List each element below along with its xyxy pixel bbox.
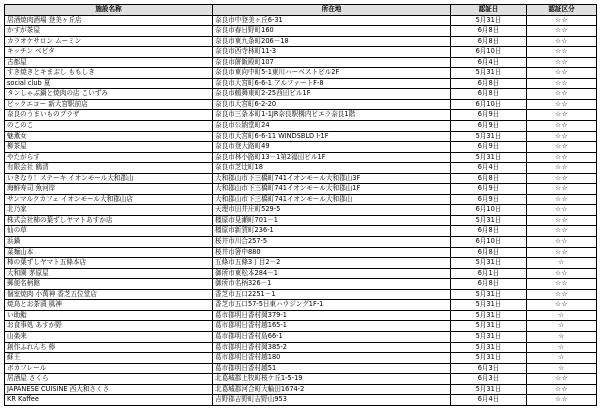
certification-date-cell: 5月31日 [451, 68, 527, 79]
certification-rank-cell: ☆☆ [527, 289, 597, 300]
certification-date-cell: 6月3日 [451, 374, 527, 385]
certification-date-cell: 5月31日 [451, 321, 527, 332]
facility-name-cell: 奈良のうまいものプラザ [5, 110, 213, 121]
certification-rank-cell: ☆☆ [527, 121, 597, 132]
address-cell: 葛市郡明日香村島66-1 [213, 331, 451, 342]
certification-rank-cell: ☆ [527, 331, 597, 342]
address-cell: 奈良市大宮町6-6-11 WINDSBLD Ⅰ-1F [213, 131, 451, 142]
facility-name-cell: 柿の葉ずしヤマト五條本店 [5, 258, 213, 269]
table-row [5, 194, 597, 205]
facility-name-cell: キッチン ベビタ [5, 47, 213, 58]
certification-rank-cell: ☆☆ [527, 279, 597, 290]
facility-name-cell: 創作ふれんち 檸 [5, 342, 213, 353]
certification-date-cell: 6月9日 [451, 184, 527, 195]
certification-date-cell: 5月31日 [451, 342, 527, 353]
certification-rank-cell: ☆☆ [527, 173, 597, 184]
certification-date-cell: 5月31日 [451, 289, 527, 300]
certification-date-cell: 5月31日 [451, 310, 527, 321]
certified-facilities-table [4, 4, 597, 406]
table-row [5, 78, 597, 89]
certification-rank-cell: ☆☆ [527, 99, 597, 110]
table-row [5, 99, 597, 110]
table-row [5, 215, 597, 226]
table-row [5, 310, 597, 321]
certification-date-cell: 6月10日 [451, 47, 527, 58]
certification-date-cell: 6月10日 [451, 205, 527, 216]
address-cell: 北葛城郡上牧町桜ケ丘1-5-19 [213, 374, 451, 385]
certification-date-cell: 6月10日 [451, 99, 527, 110]
address-cell: 奈良市登大路町49 [213, 142, 451, 153]
column-header-facility-name: 施設名称 [5, 5, 213, 16]
table-row [5, 110, 597, 121]
certification-rank-cell: ☆☆ [527, 194, 597, 205]
certification-rank-cell: ☆☆ [527, 68, 597, 79]
certification-rank-cell: ☆☆ [527, 89, 597, 100]
facility-name-cell: サンマルクカフェ イオンモール大和郡山店 [5, 194, 213, 205]
certification-date-cell: 6月8日 [451, 89, 527, 100]
address-cell: 御所市名柄326－1 [213, 279, 451, 290]
address-cell: 北葛城郡河合町大輪田1674-2 [213, 384, 451, 395]
certification-rank-cell: ☆☆ [527, 78, 597, 89]
certified-facilities-sheet [4, 4, 596, 406]
certification-date-cell: 6月4日 [451, 395, 527, 406]
address-cell: 奈良市春日野町160 [213, 26, 451, 37]
facility-name-cell: 北乃家 [5, 205, 213, 216]
table-row [5, 342, 597, 353]
address-cell: 奈良市東九条町206－18 [213, 36, 451, 47]
certification-date-cell: 6月9日 [451, 110, 527, 121]
table-row [5, 142, 597, 153]
certification-rank-cell: ☆☆ [527, 152, 597, 163]
address-cell: 奈良市餅飯殿町107 [213, 57, 451, 68]
address-cell: 葛市郡明日香村越51 [213, 363, 451, 374]
facility-name-cell: かすが茶屋 [5, 26, 213, 37]
certification-rank-cell: ☆☆ [527, 57, 597, 68]
column-header-certification-rank: 認証区分 [527, 5, 597, 16]
address-cell: 大和郡山市下三橋町741イオンモール大和郡山 [213, 194, 451, 205]
certification-rank-cell: ☆ [527, 353, 597, 364]
facility-name-cell: 居酒焼肉酒場 登美ヶ丘店 [5, 15, 213, 26]
facility-name-cell: ビックエコー 新大宮駅前店 [5, 99, 213, 110]
facility-name-cell: カラオケサロン ムーミン [5, 36, 213, 47]
column-header-certification-date: 認証日 [451, 5, 527, 16]
certification-rank-cell: ☆☆ [527, 237, 597, 248]
certification-date-cell: 6月8日 [451, 226, 527, 237]
certification-date-cell: 5月31日 [451, 131, 527, 142]
address-cell: 奈良市三条本町1-1JR奈良駅構内ビエラ奈良1階 [213, 110, 451, 121]
facility-name-cell: 柳茶屋 [5, 142, 213, 153]
address-cell: 奈良市芝辻町18 [213, 163, 451, 174]
address-cell: 御所市東松本284－1 [213, 268, 451, 279]
certification-date-cell: 6月8日 [451, 36, 527, 47]
table-row [5, 152, 597, 163]
table-row [5, 300, 597, 311]
table-row [5, 279, 597, 290]
facility-name-cell: 焼鳥とお茶漬 風神 [5, 300, 213, 311]
certification-date-cell: 6月4日 [451, 57, 527, 68]
facility-name-cell: 郵便名柄館 [5, 279, 213, 290]
column-header-address: 所在地 [213, 5, 451, 16]
facility-name-cell: タンしゃぶ鍋と焼肉の店 こいずみ [5, 89, 213, 100]
address-cell: 奈良市公納堂町24 [213, 121, 451, 132]
table-row [5, 26, 597, 37]
table-row [5, 15, 597, 26]
table-row [5, 89, 597, 100]
certification-rank-cell: ☆☆ [527, 205, 597, 216]
certification-date-cell: 5月31日 [451, 258, 527, 269]
table-row [5, 237, 597, 248]
facility-name-cell: い助鮨 [5, 310, 213, 321]
table-row [5, 374, 597, 385]
certification-rank-cell: ☆ [527, 321, 597, 332]
table-row [5, 353, 597, 364]
table-row [5, 205, 597, 216]
certification-rank-cell: ☆☆ [527, 374, 597, 385]
certification-rank-cell: ☆☆ [527, 384, 597, 395]
certification-rank-cell: ☆☆ [527, 268, 597, 279]
certification-date-cell: 6月1日 [451, 268, 527, 279]
address-cell: 大和郡山市下三橋町741イオンモール大和郡山1F [213, 184, 451, 195]
facility-name-cell: 古都屋 [5, 57, 213, 68]
facility-name-cell: social club 夏 [5, 78, 213, 89]
table-row [5, 226, 597, 237]
certification-rank-cell: ☆ [527, 363, 597, 374]
certification-rank-cell: ☆☆ [527, 36, 597, 47]
address-cell: 香芝市五口2251－1 [213, 289, 451, 300]
facility-name-cell: 魅薫女 [5, 131, 213, 142]
certification-rank-cell: ☆☆ [527, 300, 597, 311]
address-cell: 香芝市五口57-5日東ハウジング1F-1 [213, 300, 451, 311]
table-row [5, 68, 597, 79]
table-row [5, 36, 597, 47]
table-row [5, 289, 597, 300]
certification-date-cell: 6月8日 [451, 247, 527, 258]
certification-rank-cell: ☆☆ [527, 131, 597, 142]
facility-name-cell: 山楽来 [5, 331, 213, 342]
address-cell: 大和郡山市下三橋町741イオンモール大和郡山3F [213, 173, 451, 184]
certification-rank-cell: ☆ [527, 258, 597, 269]
address-cell: 葛市郡明日香村越165-1 [213, 321, 451, 332]
address-cell: 奈良市林小路町13－1第2福田ビル1F [213, 152, 451, 163]
address-cell: 五條市五條3丁目2－2 [213, 258, 451, 269]
facility-name-cell: 海鮮寿司 魚河岸 [5, 184, 213, 195]
certification-rank-cell: ☆☆ [527, 247, 597, 258]
certification-date-cell: 5月31日 [451, 15, 527, 26]
certification-date-cell: 5月31日 [451, 331, 527, 342]
table-row [5, 384, 597, 395]
table-row [5, 258, 597, 269]
table-row [5, 247, 597, 258]
facility-name-cell: KR Kaffee [5, 395, 213, 406]
certification-date-cell: 5月31日 [451, 215, 527, 226]
certification-date-cell: 5月31日 [451, 152, 527, 163]
facility-name-cell: 菜麺山本 [5, 247, 213, 258]
certification-date-cell: 6月8日 [451, 78, 527, 89]
certification-date-cell: 6月8日 [451, 279, 527, 290]
facility-name-cell: やたがらす [5, 152, 213, 163]
facility-name-cell: 株式会社柿の葉ずしヤマトあすか店 [5, 215, 213, 226]
certification-date-cell: 5月31日 [451, 300, 527, 311]
table-row [5, 173, 597, 184]
address-cell: 葛市郡明日香村越180 [213, 353, 451, 364]
facility-name-cell: ボカフレール [5, 363, 213, 374]
certification-date-cell: 5月31日 [451, 353, 527, 364]
address-cell: 桜井市川合257-5 [213, 237, 451, 248]
certification-rank-cell: ☆☆ [527, 395, 597, 406]
certification-rank-cell: ☆☆ [527, 110, 597, 121]
table-row [5, 163, 597, 174]
address-cell: 吉野郡吉野町吉野山953 [213, 395, 451, 406]
certification-rank-cell: ☆☆ [527, 226, 597, 237]
certification-rank-cell: ☆☆ [527, 15, 597, 26]
address-cell: 奈良市大宮町6-2-20 [213, 99, 451, 110]
facility-name-cell: いきなり！ステーキ イオンモール大和郡山 [5, 173, 213, 184]
certification-date-cell: 6月4日 [451, 163, 527, 174]
table-row [5, 184, 597, 195]
table-row [5, 363, 597, 374]
certification-date-cell: 6月9日 [451, 142, 527, 153]
certification-rank-cell: ☆ [527, 310, 597, 321]
certification-date-cell: 6月8日 [451, 173, 527, 184]
address-cell: 奈良市西寺林町11-3 [213, 47, 451, 58]
facility-name-cell: 仙の草 [5, 226, 213, 237]
facility-name-cell: 個室焼肉 小萬神 香芝五位堂店 [5, 289, 213, 300]
table-body [5, 15, 597, 405]
certification-rank-cell: ☆☆ [527, 47, 597, 58]
address-cell: 葛市郡明日香村岡385-2 [213, 342, 451, 353]
table-row [5, 268, 597, 279]
address-cell: 橿原市新賀町236-1 [213, 226, 451, 237]
facility-name-cell: 蘇王 [5, 353, 213, 364]
certification-date-cell: 6月9日 [451, 121, 527, 132]
table-header-row [5, 5, 597, 16]
address-cell: 葛市郡明日香村岡379-1 [213, 310, 451, 321]
table-row [5, 47, 597, 58]
address-cell: 天理市田井庄町529-5 [213, 205, 451, 216]
certification-date-cell: 6月10日 [451, 237, 527, 248]
table-row [5, 321, 597, 332]
facility-name-cell: 浜鍋 [5, 237, 213, 248]
table-row [5, 395, 597, 406]
address-cell: 奈良市大宮町6-6-1 アルファートF-8 [213, 78, 451, 89]
facility-name-cell: のこのこ [5, 121, 213, 132]
certification-date-cell: 6月3日 [451, 363, 527, 374]
facility-name-cell: JAPANESE CUISINE 西大和さくさ [5, 384, 213, 395]
facility-name-cell: 居酒屋 さくら [5, 374, 213, 385]
facility-name-cell: 有限会社 鶴清 [5, 163, 213, 174]
certification-rank-cell: ☆☆ [527, 26, 597, 37]
facility-name-cell: 大和園 茅原屋 [5, 268, 213, 279]
certification-rank-cell: ☆☆ [527, 142, 597, 153]
table-row [5, 131, 597, 142]
address-cell: 奈良市中登美ヶ丘6-31 [213, 15, 451, 26]
certification-date-cell: 6月9日 [451, 194, 527, 205]
address-cell: 奈良市東向中町5-1東川ハーベストビル2F [213, 68, 451, 79]
address-cell: 桜井市箸中880 [213, 247, 451, 258]
certification-rank-cell: ☆ [527, 342, 597, 353]
facility-name-cell: お食事処 あすか野 [5, 321, 213, 332]
certification-date-cell: 5月31日 [451, 384, 527, 395]
table-row [5, 121, 597, 132]
certification-rank-cell: ☆☆ [527, 184, 597, 195]
table-row [5, 331, 597, 342]
table-row [5, 57, 597, 68]
certification-date-cell: 6月8日 [451, 26, 527, 37]
facility-name-cell: すき焼きとキまぶし ももしき [5, 68, 213, 79]
address-cell: 奈良市鶴舞東町2-25西田ビル1F [213, 89, 451, 100]
certification-rank-cell: ☆☆ [527, 215, 597, 226]
certification-rank-cell: ☆☆ [527, 163, 597, 174]
address-cell: 橿原市見瀬町701－1 [213, 215, 451, 226]
